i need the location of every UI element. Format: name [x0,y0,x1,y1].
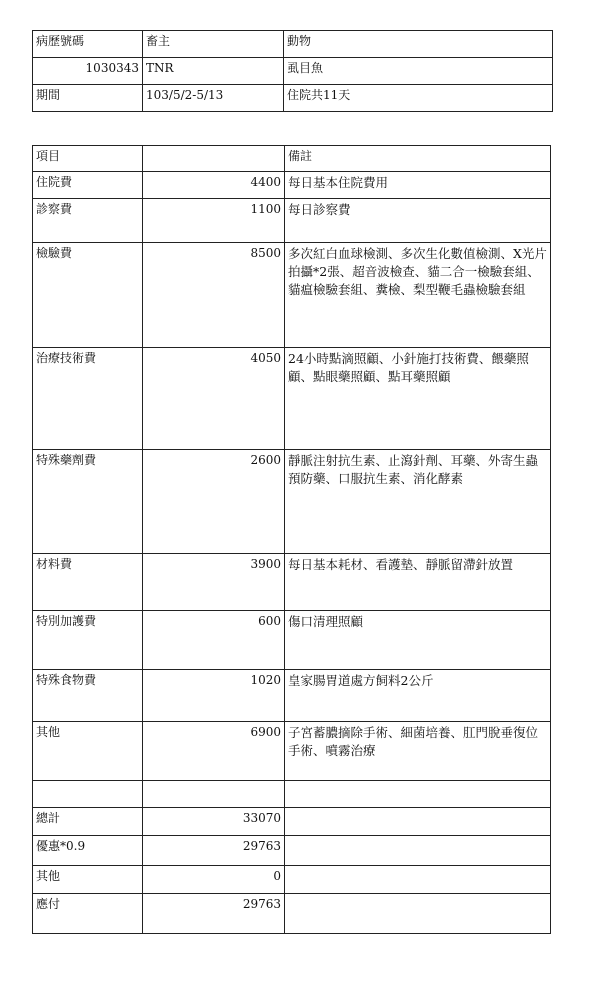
other-total-row [33,866,551,894]
blank-cell [33,781,143,808]
table-row [33,243,551,348]
row-amount: 4050 [143,348,285,450]
row-note: 24小時點滴照顧、小針施打技術費、餵藥照顧、點眼藥照顧、點耳藥照顧 [285,348,551,450]
row-item: 檢驗費 [33,243,143,348]
period-label: 期間 [33,85,143,112]
patient-info-table [32,30,553,112]
payable-amount: 29763 [143,894,285,934]
fee-table [32,145,551,934]
row-note: 每日診察費 [285,199,551,243]
row-item: 治療技術費 [33,348,143,450]
discount-row [33,836,551,866]
payable-note [285,894,551,934]
row-note: 每日基本耗材、看護墊、靜脈留滯針放置 [285,554,551,611]
row-item: 診察費 [33,199,143,243]
discount-amount: 29763 [143,836,285,866]
row-amount: 6900 [143,722,285,781]
header-values-row [33,58,553,85]
row-item: 特殊食物費 [33,670,143,722]
row-note: 每日基本住院費用 [285,172,551,199]
row-item: 特別加護費 [33,611,143,670]
owner-label: 畜主 [143,31,284,58]
row-amount: 600 [143,611,285,670]
row-item: 特殊藥劑費 [33,450,143,554]
row-amount: 3900 [143,554,285,611]
record-no-value: 1030343 [33,58,143,85]
blank-row [33,781,551,808]
row-item: 住院費 [33,172,143,199]
col-amount-header [143,146,285,172]
header-labels-row [33,31,553,58]
table-row [33,611,551,670]
payable-label: 應付 [33,894,143,934]
row-item: 材料費 [33,554,143,611]
table-row [33,348,551,450]
row-amount: 1100 [143,199,285,243]
row-amount: 2600 [143,450,285,554]
row-note: 子宮蓄膿摘除手術、細菌培養、肛門脫垂復位手術、噴霧治療 [285,722,551,781]
row-note: 傷口清理照顧 [285,611,551,670]
row-amount: 1020 [143,670,285,722]
period-value: 103/5/2-5/13 [143,85,284,112]
fee-header-row [33,146,551,172]
period-row [33,85,553,112]
total-amount: 33070 [143,808,285,836]
total-note [285,808,551,836]
col-note-header: 備註 [285,146,551,172]
other-total-label: 其他 [33,866,143,894]
blank-cell [143,781,285,808]
other-total-amount: 0 [143,866,285,894]
owner-value: TNR [143,58,284,85]
animal-value: 虱目魚 [284,58,553,85]
table-row [33,554,551,611]
record-no-label: 病歷號碼 [33,31,143,58]
discount-label: 優惠*0.9 [33,836,143,866]
discount-note [285,836,551,866]
total-label: 總計 [33,808,143,836]
table-row [33,172,551,199]
other-total-note [285,866,551,894]
total-row [33,808,551,836]
animal-label: 動物 [284,31,553,58]
payable-row [33,894,551,934]
row-note: 靜脈注射抗生素、止瀉針劑、耳藥、外寄生蟲預防藥、口服抗生素、消化酵素 [285,450,551,554]
row-amount: 8500 [143,243,285,348]
blank-cell [285,781,551,808]
row-note: 多次紅白血球檢測、多次生化數值檢測、X光片拍攝*2張、超音波檢查、貓二合一檢驗套組、貓瘟檢驗套組、糞檢、梨型鞭毛蟲檢驗套組 [285,243,551,348]
table-row [33,670,551,722]
table-row [33,722,551,781]
stay-duration: 住院共11天 [284,85,553,112]
row-amount: 4400 [143,172,285,199]
col-item-header: 項目 [33,146,143,172]
row-item: 其他 [33,722,143,781]
table-row [33,199,551,243]
table-row [33,450,551,554]
row-note: 皇家腸胃道處方飼料2公斤 [285,670,551,722]
